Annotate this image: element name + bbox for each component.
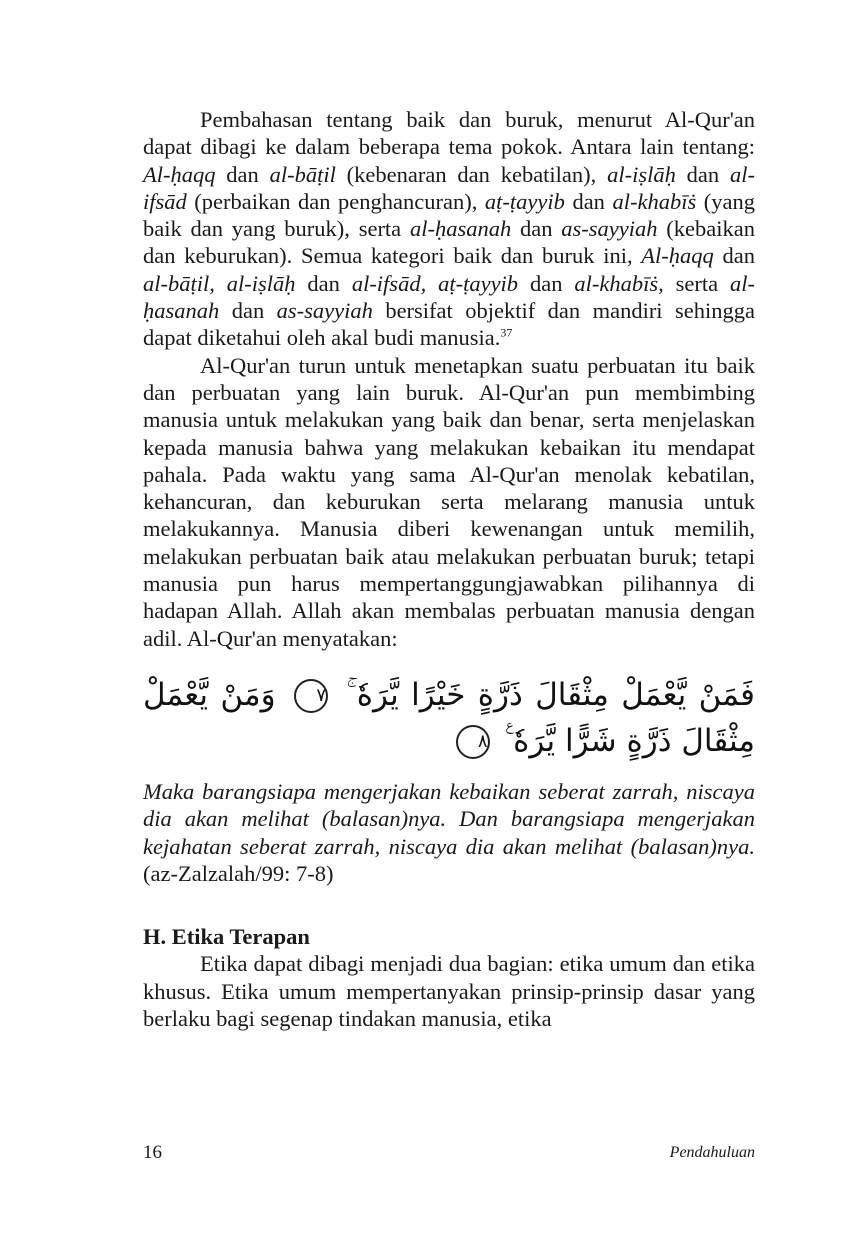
verse-8-text: وَمَنْ يَّعْمَلْ مِثْقَالَ ذَرَّةٍ شَرًّا يَّرَهٗ ࣖ <box>143 676 755 759</box>
page-content <box>143 106 755 1032</box>
paragraph-ethics-division: Etika dapat dibagi menjadi dua bagian: etika umum dan etika khusus. Etika umum mempertanyakan prinsip-prinsip dasar yang berlaku bagi segenap tindakan manusia, etika <box>143 951 755 1032</box>
page-footer <box>143 1140 755 1170</box>
paragraph-good-bad-themes: Pembahasan tentang baik dan buruk, menurut Al-Qur'an dapat dibagi ke dalam beberapa tema pokok. Antara lain tentang: Al-ḥaqq dan al-bāṭil (kebenaran dan kebatilan), al-iṣlāḥ dan al-ifsād (perbaikan dan penghancuran), aṭ-ṭayyib dan al-khabīṡ (yang baik dan yang buruk), serta al-ḥasanah dan as-sayyiah (kebaikan dan keburukan). Semua kategori baik dan buruk ini, Al-ḥaqq dan al-bāṭil, al-iṣlāḥ dan al-ifsād, aṭ-ṭayyib dan al-khabīṡ, serta al-ḥasanah dan as-sayyiah bersifat objektif dan mandiri sehingga dapat diketahui oleh akal budi manusia.$^{37}$ <box>143 107 755 351</box>
ayah-number-7: ٧ <box>294 679 328 713</box>
section-heading: H. Etika Terapan <box>143 924 310 950</box>
paragraph-quran-guidance: Al-Qur'an turun untuk menetapkan suatu perbuatan itu baik dan perbuatan yang lain buruk. Al-Qur'an pun membimbing manusia untuk melakukan yang baik dan benar, serta menjelaskan kepada manusia bahwa yang melakukan kebaikan itu mendapat pahala. Pada waktu yang sama Al-Qur'an menolak kebatilan, kehancuran, dan keburukan serta melarang manusia untuk melakukannya. Manusia diberi kewenangan untuk memilih, melakukan perbuatan baik atau melakukan perbuatan buruk; tetapi manusia pun harus mempertanggungjawabkan pilihannya di hadapan Allah. Allah akan membalas perbuatan manusia dengan adil. Al-Qur'an menyatakan: <box>143 352 755 651</box>
verse-translation: Maka barangsiapa mengerjakan kebaikan seberat zarrah, niscaya dia akan melihat (balasan)nya. Dan barangsiapa mengerjakan kejahatan seberat zarrah, niscaya dia akan melihat (balasan)nya. (az-Zalzalah/99: 7-8) <box>143 778 755 886</box>
quran-verse <box>143 672 755 764</box>
verse-7-text: فَمَنْ يَّعْمَلْ مِثْقَالَ ذَرَّةٍ خَيْرًا يَّرَهٗ ۚ <box>346 676 755 713</box>
page-number: 16 <box>143 1142 162 1163</box>
footnote-marker: 37 <box>500 325 513 340</box>
running-title: Pendahuluan <box>669 1144 755 1161</box>
verse-reference: (az-Zalzalah/99: 7-8) <box>143 860 334 886</box>
ayah-number-8: ٨ <box>456 725 490 759</box>
